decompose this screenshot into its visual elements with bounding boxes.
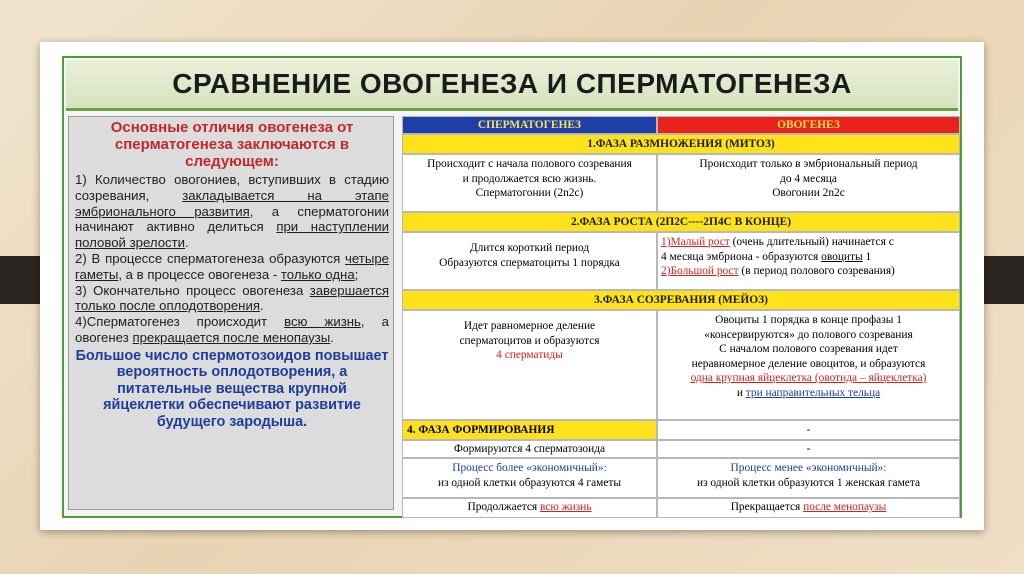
title-bar	[66, 60, 958, 111]
phase-header: 1.ФАЗА РАЗМНОЖЕНИЯ (МИТОЗ)	[402, 134, 960, 154]
cell-line: из одной клетки образуются 1 женская гамета	[696, 476, 921, 489]
difference-3	[75, 283, 389, 315]
difference-2	[75, 251, 389, 283]
cell-line: из одной клетки образуются 4 гаметы	[437, 476, 622, 489]
table-row	[402, 498, 960, 518]
cell-line: Длится короткий период	[469, 242, 590, 254]
cell-line: Происходит с начала полового созревания	[427, 158, 632, 170]
text: .	[330, 329, 334, 345]
highlight-text: всю жизнь	[540, 501, 592, 513]
text: 4)Сперматогенез происходит	[75, 314, 268, 330]
cell-line	[661, 235, 956, 250]
cell-line: Процесс менее «экономичный»:	[730, 462, 887, 474]
cell-line: Происходит только в эмбриональный период	[699, 158, 918, 170]
text: , а в процессе овогенеза -	[118, 266, 278, 282]
cell-line: Сперматогонии (2n2c)	[475, 187, 584, 199]
highlight-text: после менопаузы	[803, 501, 887, 513]
text: (очень длительный) начинается с	[729, 236, 894, 248]
cell-line: до 4 месяца	[780, 172, 837, 185]
column-header-spermatogenesis: СПЕРМАТОГЕНЕЗ	[402, 116, 657, 134]
table-cell	[657, 498, 960, 518]
slide-frame	[62, 56, 962, 518]
table-row	[402, 440, 960, 458]
cell-line: Идет равномерное деление	[463, 320, 596, 332]
table-cell	[402, 154, 657, 212]
text-underlined: всю жизнь	[284, 314, 361, 330]
table-row	[402, 420, 960, 440]
cell-line: «консервируются» до полового созревания	[704, 328, 913, 341]
phase-header: 4. ФАЗА ФОРМИРОВАНИЯ	[402, 420, 657, 440]
cell-line: Образуются сперматоциты 1 порядка	[439, 256, 620, 269]
page-title: СРАВНЕНИЕ ОВОГЕНЕЗА И СПЕРМАТОГЕНЕЗА	[172, 68, 852, 99]
text: Продолжается	[467, 501, 541, 513]
cell-line: 4 сперматиды	[496, 349, 563, 361]
table-cell: Формируются 4 сперматозоида	[402, 440, 657, 458]
text: и	[736, 386, 746, 399]
text: 1	[862, 250, 872, 263]
text-underlined: четыре гаметы	[75, 250, 389, 282]
cell-line	[661, 264, 956, 279]
table-row	[402, 154, 960, 212]
text-underlined: только одна	[280, 266, 355, 282]
table-cell	[657, 232, 960, 290]
text: 4 месяца эмбриона - образуются	[661, 250, 822, 263]
table-cell	[657, 458, 960, 498]
text-underlined: завершается только после оплодотворения	[75, 282, 389, 314]
cell-line: сперматоцитов и образуются	[459, 334, 600, 347]
text: 3) Окончательно процесс овогенеза	[75, 282, 304, 298]
difference-1	[75, 172, 389, 251]
highlight-text: 1)Малый рост	[661, 236, 730, 248]
table-row	[402, 232, 960, 290]
table-header-row	[402, 116, 960, 134]
text-underlined: закладывается на этапе эмбрионального развития	[75, 187, 389, 219]
cell-line	[661, 250, 956, 265]
text: 1) Количество овогониев, вступивших в стадию созревания,	[75, 172, 389, 203]
text: (в период полового созревания)	[738, 265, 895, 277]
text: Прекращается	[730, 501, 804, 513]
conclusion: Большое число спермотозоидов повышает вероятность оплодотворения, а питательные вещества крупной яйцеклетки обеспечивают развитие будущего зародыша.	[75, 347, 389, 430]
cell-line: одна крупная яйцеклетка (овотида – яйцеклетка)	[690, 372, 927, 384]
table-cell	[657, 154, 960, 212]
comparison-table	[402, 116, 960, 512]
table-cell	[402, 458, 657, 498]
table-cell: -	[657, 420, 960, 440]
table-row	[402, 458, 960, 498]
column-header-oogenesis: ОВОГЕНЕЗ	[657, 116, 960, 134]
differences-panel	[68, 116, 394, 510]
text: 2) В процессе сперматогенеза образуются	[75, 250, 341, 266]
text-underlined: прекращается после менопаузы	[132, 329, 331, 345]
slide	[40, 42, 984, 530]
cell-line: и продолжается всю жизнь.	[462, 172, 597, 185]
phase-header: 2.ФАЗА РОСТА (2П2С----2П4С В КОНЦЕ)	[402, 212, 960, 232]
text: , а овогенез	[75, 314, 389, 345]
phase-header: 3.ФАЗА СОЗРЕВАНИЯ (МЕЙОЗ)	[402, 290, 960, 310]
cell-line: Процесс более «экономичный»:	[452, 462, 607, 474]
differences-intro: Основные отличия овогенеза от сперматогенеза заключаются в следующем:	[110, 119, 354, 170]
cell-line: Овогонии 2n2c	[772, 187, 845, 199]
text-underlined: овоциты	[821, 250, 863, 263]
table-cell	[402, 310, 657, 420]
table-row	[402, 310, 960, 420]
table-cell: -	[657, 440, 960, 458]
cell-line	[661, 386, 956, 401]
cell-line: неравномерное деление овоцитов, и образуются	[691, 357, 926, 370]
text: .	[185, 235, 189, 251]
cell-line: Овоциты 1 порядка в конце профазы 1	[715, 314, 902, 326]
text: ;	[354, 266, 359, 282]
cell-line: С началом полового созревания идет	[719, 343, 898, 355]
text: .	[259, 298, 264, 314]
text-underlined: при наступлении половой зрелости	[75, 219, 389, 251]
table-cell	[402, 232, 657, 290]
highlight-text: 2)Большой рост	[661, 265, 739, 277]
difference-4	[75, 314, 389, 346]
table-cell	[402, 498, 657, 518]
text: , а сперматогонии начинают активно делиться	[75, 203, 389, 235]
table-cell	[657, 310, 960, 420]
highlight-text: три направительных тельца	[745, 386, 881, 399]
